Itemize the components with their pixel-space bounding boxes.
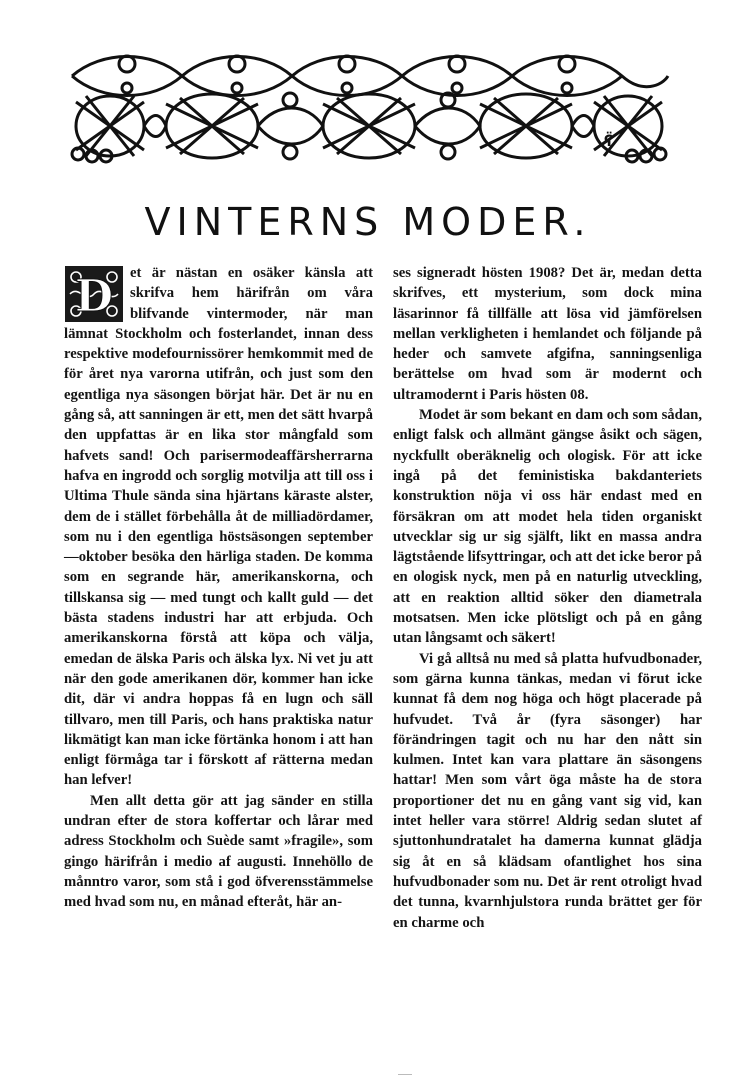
left-column	[64, 263, 373, 913]
header-ornament	[62, 46, 676, 164]
svg-text:D: D	[74, 271, 114, 322]
right-column	[393, 263, 702, 933]
dropcap-letter-icon	[64, 265, 124, 323]
artist-monogram: ʕ̈	[604, 132, 613, 150]
paragraph: Vi gå alltså nu med så platta hufvudbonader, som gärna kunna tänkas, medan vi förut icke kunnat få dem nog höga och högt placerade på hufvudet. Två år (fyra säsonger) har förändringen tagit och nu har den nått sin kulmen. Intet kan vara plattare än säsongens hattar! Men som vårt öga måste ha de stora proportioner det nu en gång vant sig vid, kan intet heller vara större! Aldrig sedan slutet af sjuttonhundratalet ha damerna kunnat glädja sig åt en så klädsam ofantlighet hos sina hufvudbonader som nu. Det är rent otroligt hvad det tunna, kvarnhjulstora runda brättet ger för en charme och	[393, 650, 702, 931]
article-title: VINTERNS MODER.	[144, 200, 592, 244]
page-mark	[398, 1074, 412, 1075]
paragraph: ses signeradt hösten 1908? Det är, medan detta skrifves, ett mysterium, som dock mina läsarinnor få tillfälle att lösa vid jämförelsen mellan verkligheten i hemlandet och följande på heder och samvete afgifna, sanningsenliga berättelse om hvad som är modernt och ultramodernt i Paris hösten 08.	[393, 265, 702, 403]
paragraph: D et är nästan en osäker känsla att skrifva hem härifrån om våra blifvande vintermoder, när man lämnat Stockholm och fosterlandet, innan dess respektive modefournissörer hemkommit med de för året nya varorna utifrån, och just som den egentliga nya säsongen börjat här. Det är nu en gång så, att sanningen är ett, men det sätt hvarpå den uppfattas är en lika stor mångfald som hafvets sand! Och parisermodeaffärsherrarna hafva en ingrodd och sorglig motvilja att till oss i Ultima Thule sända sina hjärtans käraste alster, dem de i stället förbehålla åt de milliadördamer, som nu i den egentliga höstsäsongen september—oktober besöka den härliga staden. De komma som en segrande här, amerikanskorna, och tillskansa sig — med tungt och kallt guld — det bästa stadens industri har att erbjuda. Och amerikanskorna förstå att köpa och välja, emedan de älska Paris och älska lyx. Ni vet ju att när den gode amerikanen dör, kommer han icke dit, där vi andra hoppas få en lugn och säll tillvaro, men till Paris, och hans praktiska natur likmätigt kan man icke förtänka honom i att han enligt förmåga tar i förskott af rätterna medan han lefver!	[64, 265, 373, 789]
paragraph: Modet är som bekant en dam och som sådan, enligt falsk och allmänt gängse åsikt och sägen, nyckfullt oberäknelig och ologisk. För att icke ingå på det feministiska bakdanteriets konstruktion nöja vi oss här endast med en försäkran om att modet hela tiden organiskt utvecklar sig ur sig själft, likt en massa andra lägtstående lifsyttringar, och att det icke beror på en ologisk nyck, men på en naturlig utveckling, att en reaktion alltid söker den diametrala motsatsen. Men icke plötsligt och på en gång utan långsamt och säkert!	[393, 407, 702, 647]
ornament-knot-icon	[62, 46, 676, 164]
paragraph: Men allt detta gör att jag sänder en stilla undran efter de stora koffertar och lårar med adress Stockholm och Suède samt »fragile», som gingo härifrån i medio af augusti. Innehöllo de månntro varor, som stå i god öfverensstämmelse med hvad som nu, en månad efteråt, här an-	[64, 792, 373, 911]
